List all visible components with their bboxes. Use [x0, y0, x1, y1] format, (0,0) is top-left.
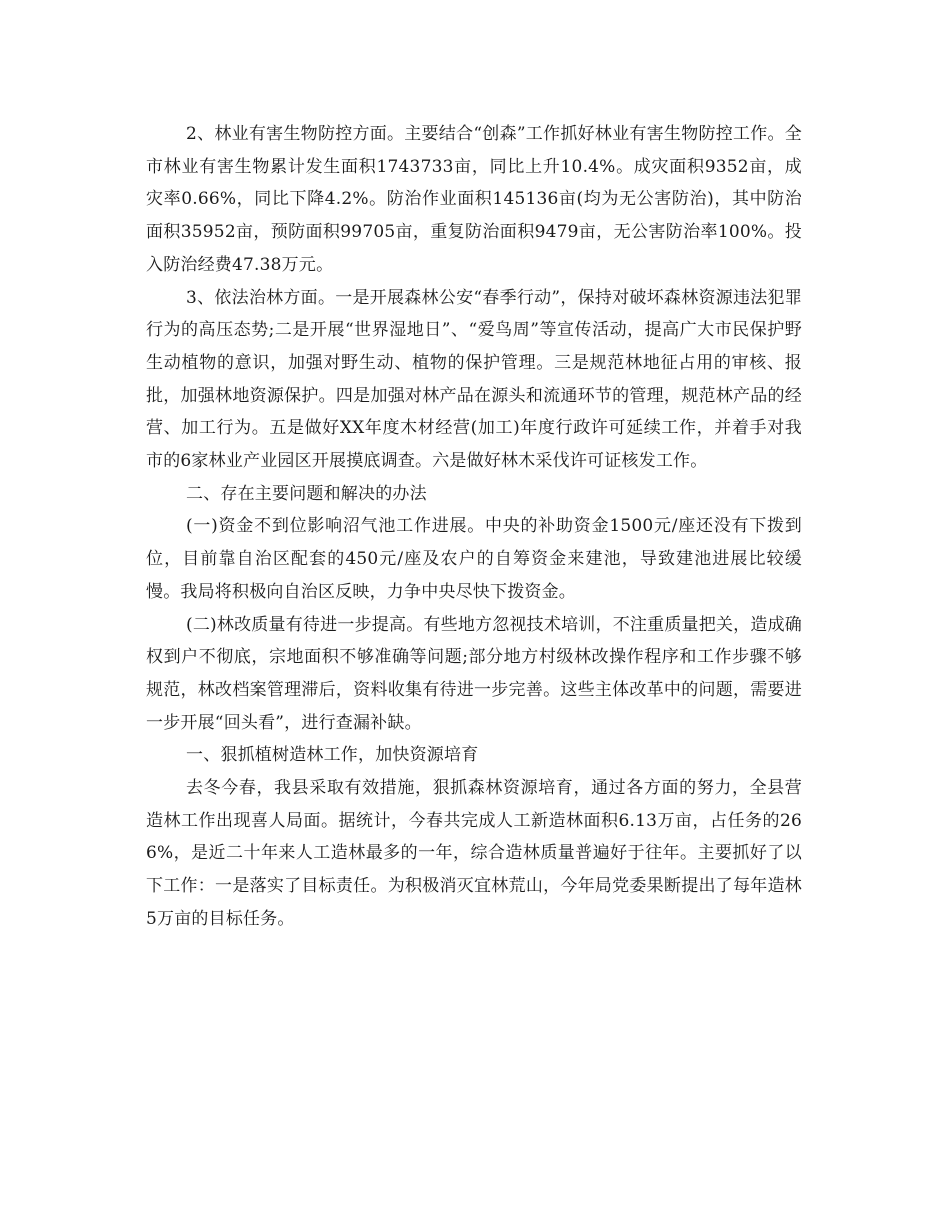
paragraph-afforestation-results: 去冬今春，我县采取有效措施，狠抓森林资源培育，通过各方面的努力，全县营造林工作出现喜人局面。据统计，今春共完成人工新造林面积6.13万亩，占任务的266%，是近二十年来人工造林最多的一年，综合造林质量普遍好于往年。主要抓好了以下工作：一是落实了目标责任。为积极消灭宜林荒山，今年局党委果断提出了每年造林5万亩的目标任务。: [146, 778, 802, 929]
paragraph-pest-control: 2、林业有害生物防控方面。主要结合“创森”工作抓好林业有害生物防控工作。全市林业有害生物累计发生面积1743733亩，同比上升10.4%。成灾面积9352亩，成灾率0.66%，同比下降4.2%。防治作业面积145136亩(均为无公害防治)，其中防治面积35952亩，预防面积99705亩，重复防治面积9479亩，无公害防治率100%。投入防治经费47.38万元。: [146, 124, 802, 275]
paragraph-law-enforcement: 3、依法治林方面。一是开展森林公安“春季行动”，保持对破坏森林资源违法犯罪行为的高压态势;二是开展“世界湿地日”、“爱鸟周”等宣传活动，提高广大市民保护野生动植物的意识，加强对野生动、植物的保护管理。三是规范林地征占用的审核、报批，加强林地资源保护。四是加强对林产品在源头和流通环节的管理，规范林产品的经营、加工行为。五是做好XX年度木材经营(加工)年度行政许可延续工作，并着手对我市的6家林业产业园区开展摸底调查。六是做好林木采伐许可证核发工作。: [146, 287, 802, 472]
section-heading-afforestation: 一、狠抓植树造林工作，加快资源培育: [186, 745, 479, 766]
paragraph-funding-issue: (一)资金不到位影响沼气池工作进展。中央的补助资金1500元/座还没有下拨到位，目前靠自治区配套的450元/座及农户的自筹资金来建池，导致建池进展比较缓慢。我局将积极向自治区反映，力争中央尽快下拨资金。: [146, 516, 802, 602]
paragraph-reform-quality: (二)林改质量有待进一步提高。有些地方忽视技术培训，不注重质量把关，造成确权到户不彻底，宗地面积不够准确等问题;部分地方村级林改操作程序和工作步骤不够规范，林改档案管理滞后，资料收集有待进一步完善。这些主体改革中的问题，需要进一步开展“回头看”，进行查漏补缺。: [146, 614, 802, 733]
document-body: [146, 118, 802, 936]
section-heading-problems: 二、存在主要问题和解决的办法: [186, 483, 427, 504]
